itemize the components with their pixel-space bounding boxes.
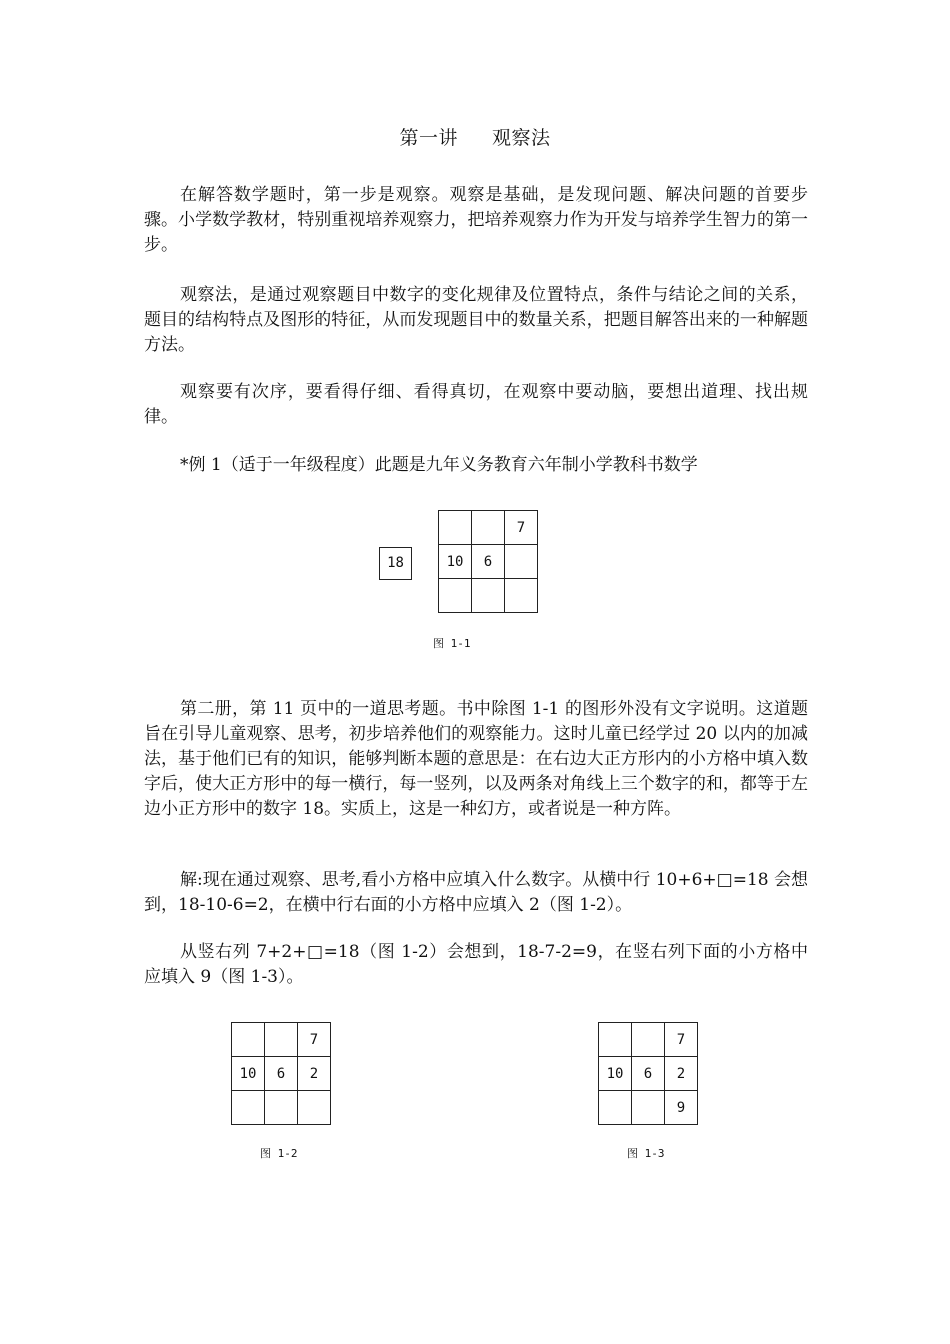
- grid-cell: [439, 579, 472, 613]
- grid-cell: [599, 1091, 632, 1125]
- grid-cell: 10: [439, 545, 472, 579]
- magic-square-fig1: [438, 510, 538, 613]
- grid-cell: 10: [599, 1057, 632, 1091]
- grid-cell: [505, 579, 538, 613]
- paragraph-explanation: 第二册，第 11 页中的一道思考题。书中除图 1-1 的图形外没有文字说明。这道题旨在引导儿童观察、思考，初步培养他们的观察能力。这时儿童已经学过 20 以内的加减法，基于他们已有的知识，能够判断本题的意思是：在右边大正方形内的小方格中填入数字后，使大正方形中的每一横行，每一竖列，以及两条对角线上三个数字的和，都等于左边小正方形中的数字 18。实质上，这是一种幻方，或者说是一种方阵。: [144, 699, 808, 819]
- grid-cell: [298, 1091, 331, 1125]
- grid-cell: [439, 511, 472, 545]
- lecture-topic: 观察法: [492, 127, 551, 149]
- page-title: [0, 123, 950, 150]
- grid-cell: 6: [632, 1057, 665, 1091]
- magic-square-fig3: [598, 1022, 698, 1125]
- grid-cell: 10: [232, 1057, 265, 1091]
- lecture-number: 第一讲: [399, 127, 458, 149]
- grid-cell: [632, 1091, 665, 1125]
- grid-cell: [265, 1091, 298, 1125]
- paragraph-method: 观察要有次序，要看得仔细、看得真切，在观察中要动脑，要想出道理、找出规律。: [144, 382, 808, 427]
- grid-cell: [232, 1091, 265, 1125]
- magic-square-fig2: [231, 1022, 331, 1125]
- grid-cell: [472, 579, 505, 613]
- grid-cell: [472, 511, 505, 545]
- grid-cell: 6: [265, 1057, 298, 1091]
- paragraph-intro: 在解答数学题时，第一步是观察。观察是基础，是发现问题、解决问题的首要步骤。小学数学教材，特别重视培养观察力，把培养观察力作为开发与培养学生智力的第一步。: [144, 185, 808, 255]
- paragraph-column-step: 从竖右列 7+2+□=18（图 1-2）会想到，18-7-2=9，在竖右列下面的小方格中应填入 9（图 1-3）。: [144, 942, 808, 987]
- grid-cell: [599, 1023, 632, 1057]
- grid-cell: 7: [298, 1023, 331, 1057]
- grid-cell: 7: [665, 1023, 698, 1057]
- target-number-box: 18: [379, 547, 412, 580]
- paragraph-definition: 观察法，是通过观察题目中数字的变化规律及位置特点，条件与结论之间的关系，题目的结构特点及图形的特征，从而发现题目中的数量关系，把题目解答出来的一种解题方法。: [144, 285, 808, 355]
- grid-cell: 7: [505, 511, 538, 545]
- grid-cell: 6: [472, 545, 505, 579]
- grid-cell: [632, 1023, 665, 1057]
- paragraph-solution: 解:现在通过观察、思考,看小方格中应填入什么数字。从横中行 10+6+□=18 会想到，18-10-6=2，在横中行右面的小方格中应填入 2（图 1-2）。: [144, 870, 808, 915]
- figure-caption-1-2: 图 1-2: [260, 1147, 298, 1160]
- paragraph-example-1: *例 1（适于一年级程度）此题是九年义务教育六年制小学教科书数学: [180, 455, 698, 475]
- grid-cell: [265, 1023, 298, 1057]
- grid-cell: [505, 545, 538, 579]
- grid-cell: 9: [665, 1091, 698, 1125]
- grid-cell: [232, 1023, 265, 1057]
- figure-caption-1-1: 图 1-1: [433, 637, 471, 650]
- figure-caption-1-3: 图 1-3: [627, 1147, 665, 1160]
- grid-cell: 2: [298, 1057, 331, 1091]
- grid-cell: 2: [665, 1057, 698, 1091]
